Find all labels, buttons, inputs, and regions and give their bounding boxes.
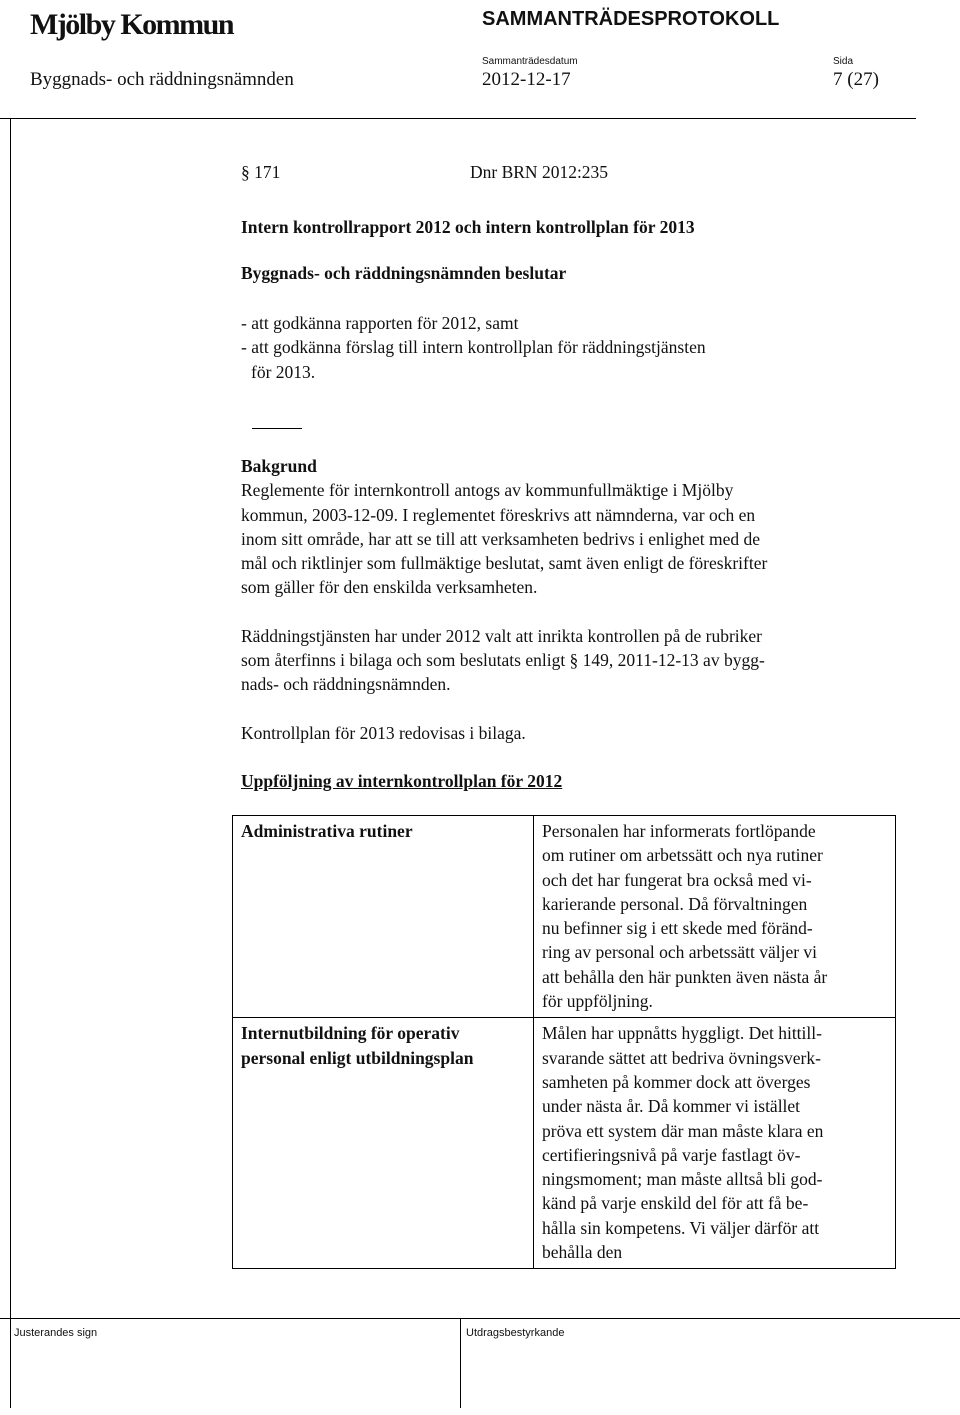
section-number: § 171 — [241, 162, 281, 182]
decision-line: - att godkänna förslag till intern kontrollplan för räddningstjänsten — [241, 337, 706, 358]
topic-cell: Administrativa rutiner — [233, 816, 534, 1018]
extract-certification-label: Utdragsbestyrkande — [466, 1327, 565, 1339]
diary-number: Dnr BRN 2012:235 — [470, 162, 609, 182]
separator-rule — [252, 428, 302, 429]
background-paragraph-1: Reglemente för internkontroll antogs av kommunfullmäktige i Mjölby kommun, 2003-12-09. I reglementet föreskrivs att nämnderna, var och en inom sitt område, har att se till att verksamheten bedrivs i enlighet med de mål och riktlinjer som fullmäktige beslutat, samt även enligt de föreskrifter som gäller för den enskilda verksamheten. — [241, 480, 768, 598]
topic-cell: Internutbildning för operativ personal enligt utbildningsplan — [233, 1018, 534, 1269]
table-row — [233, 1018, 896, 1269]
followup-heading: Uppföljning av internkontrollplan för 2012 — [241, 770, 563, 791]
date-label: Sammanträdesdatum — [482, 56, 578, 67]
municipality-logo: Mjölby Kommun — [30, 8, 234, 41]
table-row — [233, 816, 896, 1018]
signature-label: Justerandes sign — [14, 1327, 98, 1339]
item-title: Intern kontrollrapport 2012 och intern kontrollplan för 2013 — [241, 217, 695, 237]
meeting-date: 2012-12-17 — [482, 69, 571, 90]
decision-list — [241, 311, 706, 384]
footer-divider — [460, 1318, 461, 1408]
background-section — [241, 454, 901, 793]
comment-cell: Personalen har informerats fortlöpande om rutiner om arbetssätt och nya rutiner och det har fungerat bra också med vi- karierande personal. Då förvaltningen nu befinner sig i ett skede med föränd- ring av personal och arbetssätt väljer vi att behålla den här punkten även nästa år för uppföljning. — [534, 816, 896, 1018]
document-type: SAMMANTRÄDESPROTOKOLL — [482, 8, 780, 30]
comment-cell: Målen har uppnåtts hyggligt. Det hittill- svarande sättet att bedriva övningsverk- samheten på kommer dock att överges under nästa år. Då kommer vi istället pröva ett system där man måste klara en certifieringsnivå på varje fastlagt öv- ningsmoment; man måste alltså bli god- känd på varje enskild del för att få be- hålla sin kompetens. Vi väljer därför att behålla den — [534, 1018, 896, 1269]
left-margin-rule — [10, 118, 11, 1408]
footer-rule — [0, 1318, 960, 1319]
decision-line: - att godkänna rapporten för 2012, samt — [241, 313, 519, 333]
committee-name: Byggnads- och räddningsnämnden — [30, 69, 294, 90]
page-number: 7 (27) — [833, 69, 879, 90]
page-label: Sida — [833, 56, 854, 67]
decision-line: för 2013. — [251, 361, 316, 382]
background-paragraph-2: Räddningstjänsten har under 2012 valt att inrikta kontrollen på de rubriker som återfinns i bilaga och som beslutats enligt § 149, 2011-12-13 av bygg- nads- och räddningsnämnden. — [241, 625, 765, 695]
background-paragraph-3: Kontrollplan för 2013 redovisas i bilaga. — [241, 722, 526, 743]
header-rule — [0, 118, 916, 119]
background-heading: Bakgrund — [241, 456, 317, 476]
decision-heading: Byggnads- och räddningsnämnden beslutar — [241, 263, 567, 283]
followup-table — [232, 815, 896, 1269]
